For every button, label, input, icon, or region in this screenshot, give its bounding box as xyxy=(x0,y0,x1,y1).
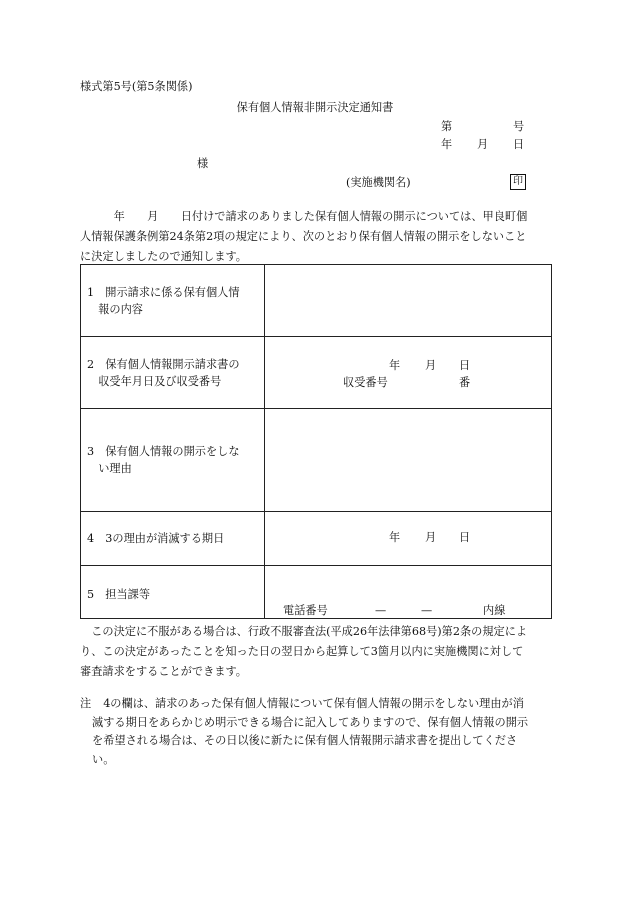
table-row xyxy=(81,409,552,512)
receipt-year: 年 xyxy=(389,359,401,372)
receipt-month: 月 xyxy=(425,359,437,372)
label-line: 収受年月日及び収受番号 xyxy=(87,374,222,388)
recipient-suffix: 様 xyxy=(197,157,209,170)
issue-month: 月 xyxy=(477,138,489,151)
intro-line: 年 月 日付けで請求のありました保有個人情報の開示については、甲良町個 xyxy=(80,210,528,223)
row-label-receipt xyxy=(81,337,265,409)
intro-line: に決定しましたので通知します。 xyxy=(80,250,247,263)
issue-year: 年 xyxy=(441,138,453,151)
seal-mark: 印 xyxy=(510,174,526,190)
form-number: 様式第5号(第5条関係) xyxy=(80,80,193,93)
intro-paragraph xyxy=(80,207,550,267)
table-row xyxy=(81,265,552,337)
issue-day: 日 xyxy=(513,138,525,151)
note-line: 滅する期日をあらかじめ明示できる場合に記入してありますので、保有個人情報の開示 xyxy=(92,715,529,729)
label-line: 2 保有個人情報開示請求書の xyxy=(87,357,240,371)
row-label-reason xyxy=(81,409,265,512)
decision-table xyxy=(80,264,552,619)
appeal-line: 審査請求をすることができます。 xyxy=(80,665,247,678)
agency-name: (実施機関名) xyxy=(346,176,411,189)
label-line: 1 開示請求に係る保有個人情 xyxy=(87,285,240,299)
table-row xyxy=(81,512,552,566)
row-value-expiry xyxy=(265,512,552,566)
note-line: を希望される場合は、その日以後に新たに保有個人情報開示請求書を提出してくださ xyxy=(92,734,518,747)
table-row xyxy=(81,566,552,619)
document-title: 保有個人情報非開示決定通知書 xyxy=(236,101,394,114)
appeal-paragraph xyxy=(80,622,550,682)
row-label-expiry: 4 3の理由が消滅する期日 xyxy=(81,512,265,566)
note-body xyxy=(92,695,552,769)
expiry-month: 月 xyxy=(425,531,437,544)
label-line: 報の内容 xyxy=(87,302,143,316)
number-go: 号 xyxy=(513,120,525,133)
row-value-content xyxy=(265,265,552,337)
note-head: 注 xyxy=(80,697,92,710)
receipt-ban: 番 xyxy=(459,376,471,389)
table-row xyxy=(81,337,552,409)
phone-dash: — xyxy=(421,604,433,617)
row-value-contact xyxy=(265,566,552,619)
label-line: い理由 xyxy=(87,462,132,475)
expiry-year: 年 xyxy=(389,531,401,544)
receipt-number-label: 収受番号 xyxy=(343,376,388,389)
row-value-reason xyxy=(265,409,552,512)
row-label-content xyxy=(81,265,265,337)
note-line: い。 xyxy=(92,752,115,766)
row-value-receipt xyxy=(265,337,552,409)
appeal-line: り、この決定があったことを知った日の翌日から起算して3箇月以内に実施機関に対して xyxy=(80,645,524,658)
note-line: 4の欄は、請求のあった保有個人情報について保有個人情報の開示をしない理由が消 xyxy=(92,697,524,710)
row-label-contact: 5 担当課等 xyxy=(81,566,265,619)
label-line: 3 保有個人情報の開示をしな xyxy=(87,445,240,458)
number-dai: 第 xyxy=(441,120,453,133)
phone-extension: 内線 xyxy=(483,604,506,617)
phone-dash: — xyxy=(375,604,387,617)
receipt-day: 日 xyxy=(459,359,471,372)
appeal-line: この決定に不服がある場合は、行政不服審査法(平成26年法律第68号)第2条の規定によ xyxy=(80,625,528,638)
intro-line: 人情報保護条例第24条第2項の規定により、次のとおり保有個人情報の開示をしないこと xyxy=(80,230,527,243)
phone-label: 電話番号 xyxy=(283,604,328,617)
expiry-day: 日 xyxy=(459,531,471,544)
